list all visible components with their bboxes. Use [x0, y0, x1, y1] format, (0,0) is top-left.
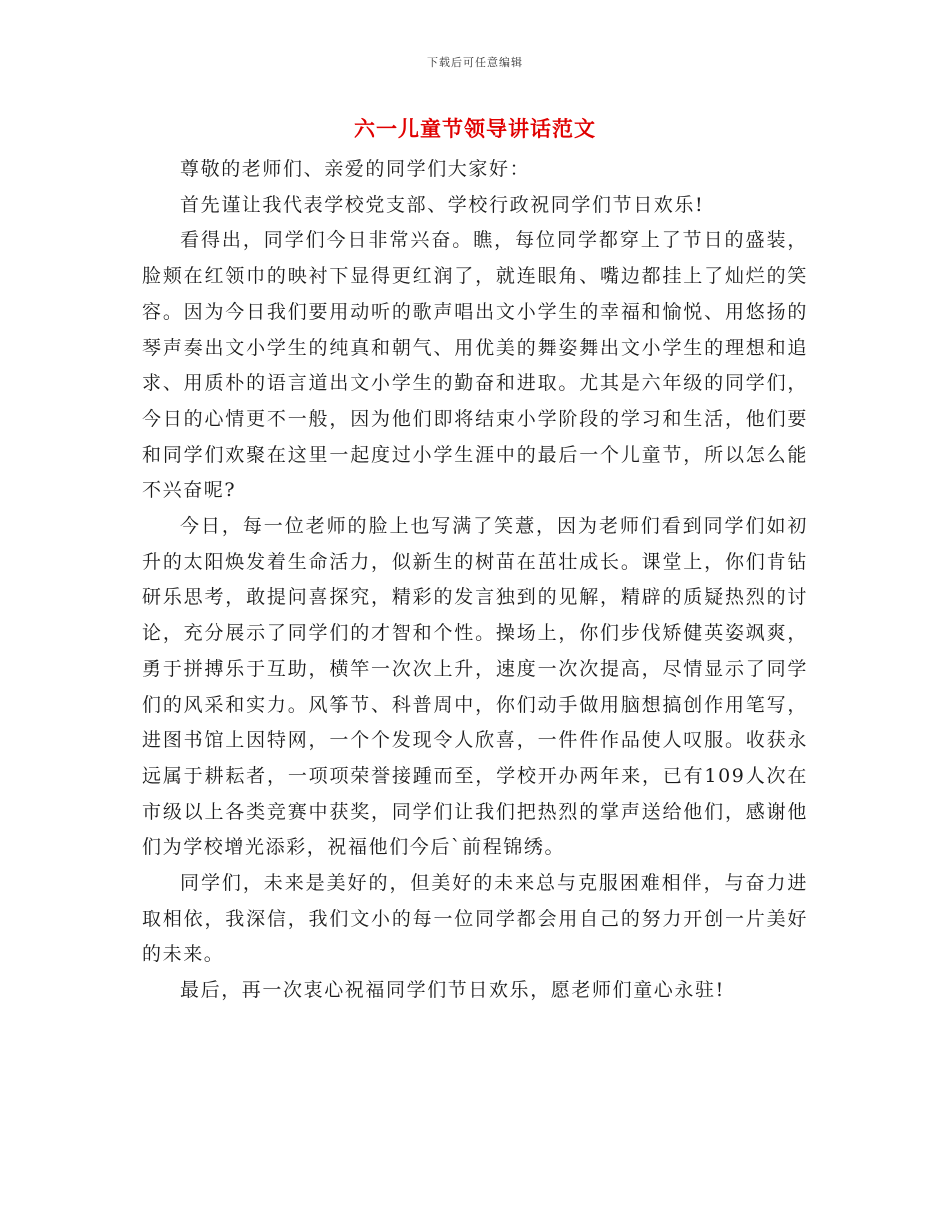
- document-title: 六一儿童节领导讲话范文: [354, 116, 596, 141]
- body-paragraph: 看得出，同学们今日非常兴奋。瞧，每位同学都穿上了节日的盛装，脸颊在红领巾的映衬下显得更红润了，就连眼角、嘴边都挂上了灿烂的笑容。因为今日我们要用动听的歌声唱出文小学生的幸福和愉悦、用悠扬的琴声奏出文小学生的纯真和朝气、用优美的舞姿舞出文小学生的理想和追求、用质朴的语言道出文小学生的勤奋和进取。尤其是六年级的同学们，今日的心情更不一般，因为他们即将结束小学阶段的学习和生活，他们要和同学们欢聚在这里一起度过小学生涯中的最后一个儿童节，所以怎么能不兴奋呢?: [142, 229, 808, 502]
- body-paragraph: 同学们，未来是美好的，但美好的未来总与克服困难相伴，与奋力进取相依，我深信，我们文小的每一位同学都会用自己的努力开创一片美好的未来。: [142, 872, 808, 966]
- opening-paragraph: 首先谨让我代表学校党支部、学校行政祝同学们节日欢乐!: [180, 193, 705, 216]
- greeting-paragraph: 尊敬的老师们、亲爱的同学们大家好：: [180, 158, 531, 180]
- closing-paragraph: 最后，再一次衷心祝福同学们节日欢乐，愿老师们童心永驻!: [180, 979, 725, 1002]
- body-paragraph: 今日，每一位老师的脸上也写满了笑薏，因为老师们看到同学们如初升的太阳焕发着生命活力，似新生的树苗在茁壮成长。课堂上，你们肯钻研乐思考，敢提问喜探究，精彩的发言独到的见解，精辟的质疑热烈的讨论，充分展示了同学们的才智和个性。操场上，你们步伐矫健英姿飒爽，勇于拼搏乐于互助，横竿一次次上升，速度一次次提高，尽情显示了同学们的风采和实力。风筝节、科普周中，你们动手做用脑想搞创作用笔写，进图书馆上因特网，一个个发现令人欣喜，一件件作品使人叹服。收获永远属于耕耘者，一项项荣誉接踵而至，学校开办两年来，已有109人次在市级以上各类竞赛中获奖，同学们让我们把热烈的掌声送给他们，感谢他们为学校增光添彩，祝福他们今后`前程锦绣。: [142, 515, 808, 859]
- header-note: 下载后可任意编辑: [427, 56, 523, 69]
- document-body: [142, 152, 808, 1009]
